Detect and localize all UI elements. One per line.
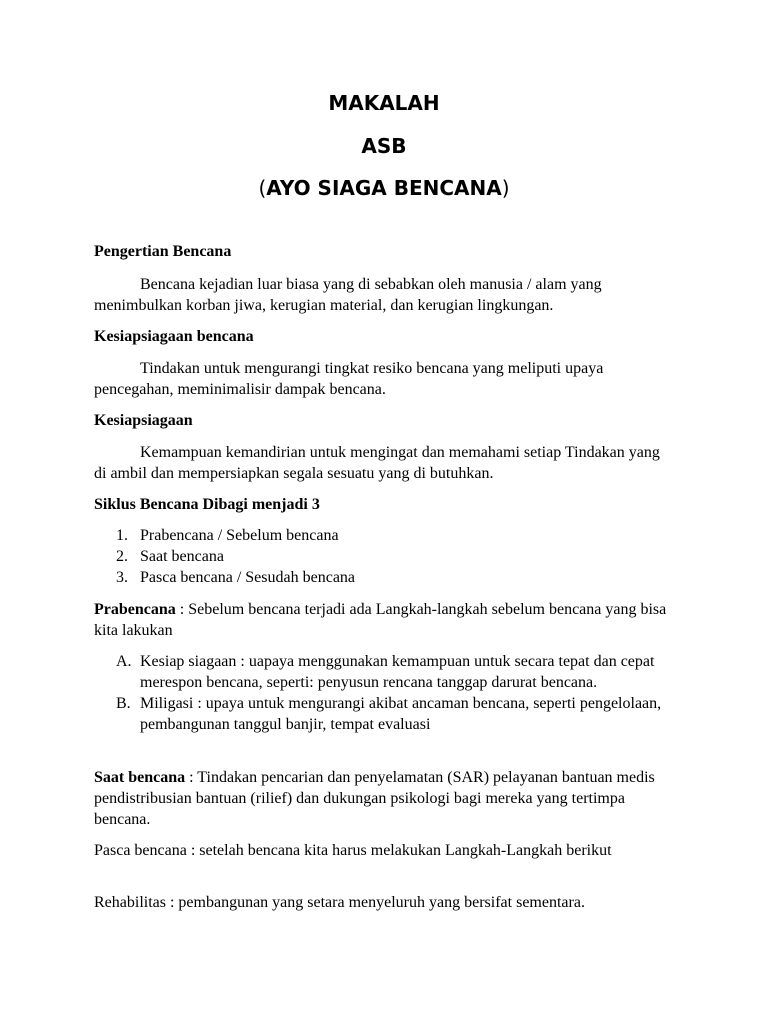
prabencana-label: Prabencana [94,601,176,618]
list-marker: 3. [116,569,128,586]
heading-kesiapsiagaan: Kesiapsiagaan [94,412,193,429]
paragraph-rehabilitas: Rehabilitas : pembangunan yang setara menyeluruh yang bersifat sementara. [94,894,585,911]
paragraph-kesiapsiagaan-bencana: Tindakan untuk mengurangi tingkat resiko bencana yang meliputi upaya pencegahan, meminimalisir dampak bencana. [94,360,604,398]
title-close-paren: ) [501,176,510,200]
paragraph-saat-bencana [94,767,674,830]
siklus-list [94,525,674,588]
list-marker: 2. [116,548,128,565]
title-line-1 [0,91,768,115]
heading-siklus-bencana: Siklus Bencana Dibagi menjadi 3 [94,496,320,513]
title-asb: ASB [361,134,407,158]
saat-bencana-label: Saat bencana [94,769,186,786]
list-item-text: Prabencana / Sebelum bencana [140,527,339,544]
list-item-text: Miligasi : upaya untuk mengurangi akibat ancaman bencana, seperti pengelolaan, pembangunan tanggul banjir, tempat evaluasi [140,695,662,733]
paragraph-prabencana [94,599,674,641]
paragraph-pengertian-bencana: Bencana kejadian luar biasa yang di sebabkan oleh manusia / alam yang menimbulkan korban jiwa, kerugian material, dan kerugian lingkungan. [94,276,602,314]
list-item-text: Pasca bencana / Sesudah bencana [140,569,356,586]
heading-kesiapsiagaan-bencana: Kesiapsiagaan bencana [94,328,254,345]
heading-pengertian-bencana: Pengertian Bencana [94,243,232,260]
title-line-2 [0,134,768,158]
list-item [94,567,674,588]
title-line-3 [0,176,768,200]
list-marker: 1. [116,527,128,544]
list-item [94,525,674,546]
saat-bencana-text: : Tindakan pencarian dan penyelamatan (SAR) pelayanan bantuan medis pendistribusian bantuan (rilief) dan dukungan psikologi bagi mereka yang tertimpa bencana. [94,769,655,828]
list-marker: B. [116,695,131,712]
paragraph-pasca-bencana: Pasca bencana : setelah bencana kita harus melakukan Langkah-Langkah berikut [94,842,612,859]
title-makalah: MAKALAH [328,91,440,115]
list-item-text: Kesiap siagaan : uapaya menggunakan kemampuan untuk secara tepat dan cepat merespon bencana, seperti: penyusun rencana tanggap darurat bencana. [140,653,655,691]
list-item [94,693,674,735]
prabencana-list [94,651,674,735]
title-open-paren: ( [258,176,267,200]
list-item [94,651,674,693]
prabencana-text: : Sebelum bencana terjadi ada Langkah-langkah sebelum bencana yang bisa kita lakukan [94,601,667,639]
title-ayo-siaga-bencana: AYO SIAGA BENCANA [266,176,502,200]
list-item-text: Saat bencana [140,548,224,565]
paragraph-kesiapsiagaan: Kemampuan kemandirian untuk mengingat dan memahami setiap Tindakan yang di ambil dan mempersiapkan segala sesuatu yang di butuhkan. [94,444,660,482]
list-item [94,546,674,567]
list-marker: A. [116,653,132,670]
